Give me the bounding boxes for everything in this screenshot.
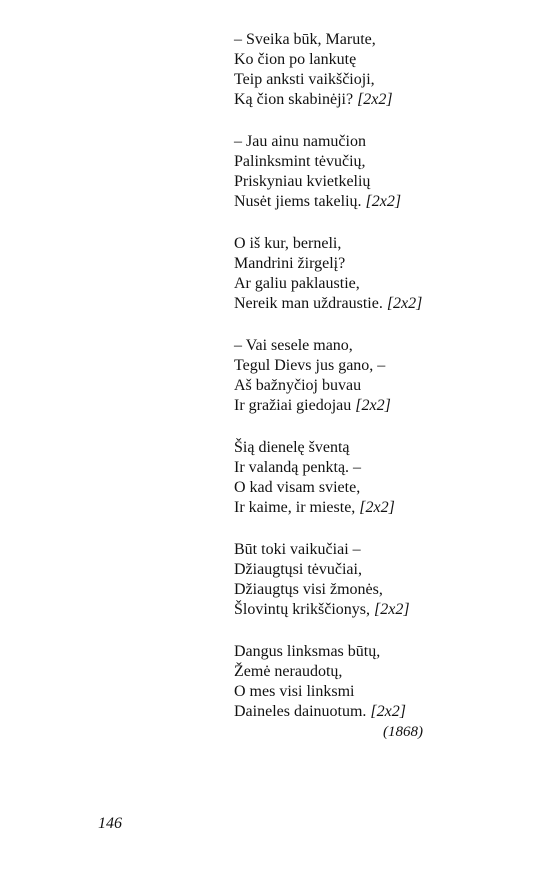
poem-line <box>234 478 534 498</box>
poem-line <box>234 274 534 294</box>
line-text: Ir valandą penktą. – <box>234 459 362 476</box>
line-text: Nereik man uždraustie. <box>234 295 383 312</box>
stanza-1 <box>234 30 534 110</box>
poem-line <box>234 438 534 458</box>
line-text: Džiaugtųsi tėvučiai, <box>234 561 362 578</box>
line-text: – Jau ainu namučion <box>234 133 366 150</box>
refrain-mark: [2x2] <box>386 295 423 312</box>
line-text: Aš bažnyčioj buvau <box>234 377 362 394</box>
page-number: 146 <box>98 815 122 832</box>
poem-line <box>234 458 534 478</box>
poem-line <box>234 254 534 274</box>
line-text: Šlovintų krikščionys, <box>234 601 371 618</box>
line-text: Tegul Dievs jus gano, – <box>234 357 386 374</box>
poem-line <box>234 70 534 90</box>
line-text: – Vai sesele mano, <box>234 337 353 354</box>
refrain-mark: [2x2] <box>370 703 406 720</box>
stanza-7 <box>234 642 534 722</box>
line-text: Mandrini žirgelį? <box>234 255 346 272</box>
refrain-mark: [2x2] <box>355 397 391 414</box>
line-text: Šią dienelę šventą <box>234 439 350 456</box>
poem-line <box>234 560 534 580</box>
poem-line <box>234 376 534 396</box>
line-text: Daineles dainuotum. <box>234 703 367 720</box>
poem-line <box>234 90 534 110</box>
stanza-5 <box>234 438 534 518</box>
poem-line <box>234 50 534 70</box>
poem-date: (1868) <box>383 724 423 740</box>
poem-line <box>234 600 534 620</box>
poem-line <box>234 294 534 314</box>
poem-line <box>234 356 534 376</box>
poem-line <box>234 30 534 50</box>
poem-line <box>234 172 534 192</box>
line-text: Būt toki vaikučiai – <box>234 541 361 558</box>
poem-line <box>234 540 534 560</box>
stanza-6 <box>234 540 534 620</box>
poem-line <box>234 702 534 722</box>
line-text: Nusėt jiems takelių. <box>234 193 362 210</box>
poem-line <box>234 192 534 212</box>
poem-line <box>234 662 534 682</box>
line-text: O iš kur, berneli, <box>234 235 342 252</box>
stanza-4 <box>234 336 534 416</box>
poem <box>234 30 534 744</box>
poem-line <box>234 682 534 702</box>
line-text: Džiaugtųs visi žmonės, <box>234 581 383 598</box>
refrain-mark: [2x2] <box>374 601 410 618</box>
line-text: Ar galiu paklaustie, <box>234 275 360 292</box>
poem-line <box>234 132 534 152</box>
poem-line <box>234 336 534 356</box>
stanza-2 <box>234 132 534 212</box>
refrain-mark: [2x2] <box>357 91 393 108</box>
line-text: Ko čion po lankutę <box>234 51 357 68</box>
refrain-mark: [2x2] <box>365 193 402 210</box>
poem-line <box>234 642 534 662</box>
line-text: Ir gražiai giedojau <box>234 397 352 414</box>
poem-line <box>234 152 534 172</box>
line-text: – Sveika būk, Marute, <box>234 31 376 48</box>
line-text: Ir kaime, ir mieste, <box>234 499 356 516</box>
poem-line <box>234 234 534 254</box>
line-text: Žemė neraudotų, <box>234 663 343 680</box>
line-text: Ką čion skabinėji? <box>234 91 354 108</box>
poem-line <box>234 396 534 416</box>
line-text: Dangus linksmas būtų, <box>234 643 381 660</box>
line-text: O mes visi linksmi <box>234 683 355 700</box>
poem-line <box>234 498 534 518</box>
poem-line <box>234 580 534 600</box>
refrain-mark: [2x2] <box>359 499 395 516</box>
line-text: Priskyniau kvietkelių <box>234 173 371 190</box>
line-text: O kad visam sviete, <box>234 479 361 496</box>
line-text: Teip anksti vaikščioji, <box>234 71 375 88</box>
line-text: Palinksmint tėvučių, <box>234 153 366 170</box>
stanza-3 <box>234 234 534 314</box>
